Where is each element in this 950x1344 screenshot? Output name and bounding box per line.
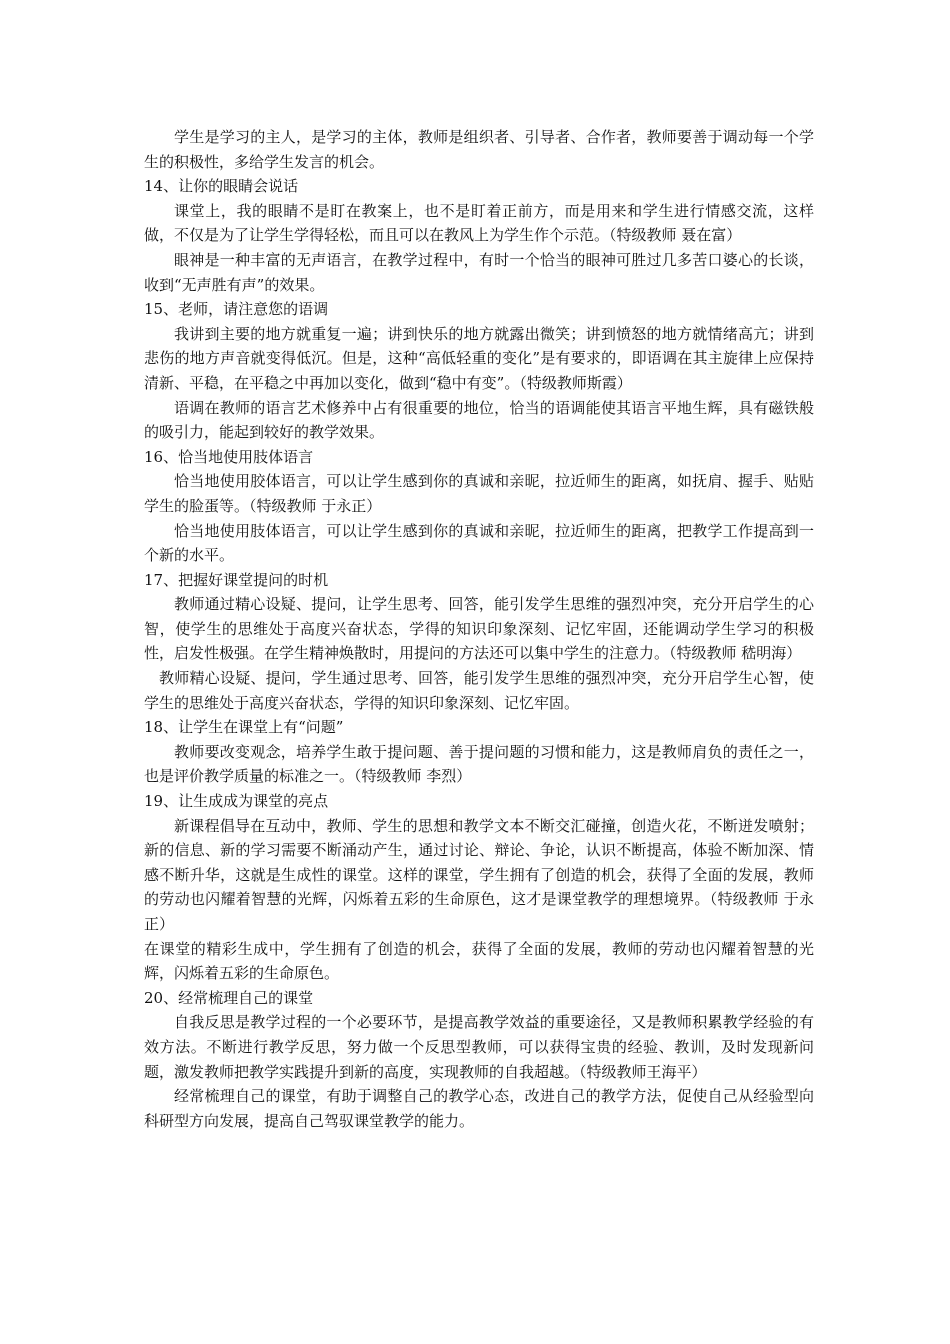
section-heading: 16、恰当地使用肢体语言	[144, 447, 314, 466]
section-heading: 15、老师，请注意您的语调	[144, 300, 329, 319]
paragraph: 自我反思是教学过程的一个必要环节，是提高教学效益的重要途径，又是教师积累教学经验的有效方法。不断进行教学反思，努力做一个反思型教师，可以获得宝贵的经验、教训，及时发现新问题，激发教师把教学实践提升到新的高度，实现教师的自我超越。（特级教师王海平）	[144, 1013, 814, 1081]
paragraph: 新课程倡导在互动中，教师、学生的思想和教学文本不断交汇碰撞，创造火花，不断迸发喷射；新的信息、新的学习需要不断涌动产生，通过讨论、辩论、争论，认识不断提高，体验不断加深、情感不断升华，这就是生成性的课堂。这样的课堂，学生拥有了创造的机会，获得了全面的发展，教师的劳动也闪耀着智慧的光辉，闪烁着五彩的生命原色，这才是课堂教学的理想境界。（特级教师 于永正）	[144, 816, 814, 933]
document-page	[144, 125, 814, 1133]
paragraph: 语调在教师的语言艺术修养中占有很重要的地位，恰当的语调能使其语言平地生辉，具有磁铁般的吸引力，能起到较好的教学效果。	[144, 398, 814, 442]
paragraph: 在课堂的精彩生成中，学生拥有了创造的机会，获得了全面的发展，教师的劳动也闪耀着智慧的光辉，闪烁着五彩的生命原色。	[144, 939, 814, 983]
section-heading: 14、让你的眼睛会说话	[144, 177, 299, 196]
paragraph: 教师通过精心设疑、提问，让学生思考、回答，能引发学生思维的强烈冲突，充分开启学生的心智，使学生的思维处于高度兴奋状态，学得的知识印象深刻、记忆牢固，还能调动学生学习的积极性，启发性极强。在学生精神焕散时，用提问的方法还可以集中学生的注意力。（特级教师 嵇明海）	[144, 595, 814, 663]
paragraph: 恰当地使用胶体语言，可以让学生感到你的真诚和亲昵，拉近师生的距离，如抚肩、握手、贴贴学生的脸蛋等。（特级教师 于永正）	[144, 472, 814, 515]
section-heading: 20、经常梳理自己的课堂	[144, 988, 314, 1007]
section-heading: 18、让学生在课堂上有“问题”	[144, 718, 344, 737]
paragraph: 教师要改变观念，培养学生敢于提问题、善于提问题的习惯和能力，这是教师肩负的责任之一，也是评价教学质量的标准之一。（特级教师 李烈）	[144, 742, 814, 786]
paragraph: 恰当地使用肢体语言，可以让学生感到你的真诚和亲昵，拉近师生的距离，把教学工作提高到一个新的水平。	[144, 521, 814, 565]
paragraph: 课堂上，我的眼睛不是盯在教案上，也不是盯着正前方，而是用来和学生进行情感交流，这样做，不仅是为了让学生学得轻松，而且可以在教风上为学生作个示范。（特级教师 聂在富）	[144, 201, 814, 245]
section-heading: 19、让生成成为课堂的亮点	[144, 792, 329, 811]
paragraph: 眼神是一种丰富的无声语言，在教学过程中，有时一个恰当的眼神可胜过几多苦口婆心的长谈，收到“无声胜有声”的效果。	[144, 250, 814, 294]
section-heading: 17、把握好课堂提问的时机	[144, 570, 329, 589]
paragraph: 教师精心设疑、提问，学生通过思考、回答，能引发学生思维的强烈冲突，充分开启学生心智，使学生的思维处于高度兴奋状态，学得的知识印象深刻、记忆牢固。	[144, 669, 814, 712]
paragraph: 学生是学习的主人，是学习的主体，教师是组织者、引导者、合作者，教师要善于调动每一个学生的积极性，多给学生发言的机会。	[144, 128, 814, 171]
paragraph: 我讲到主要的地方就重复一遍；讲到快乐的地方就露出微笑；讲到愤怒的地方就情绪高亢；讲到悲伤的地方声音就变得低沉。但是，这种“高低轻重的变化”是有要求的，即语调在其主旋律上应保持清新、平稳，在平稳之中再加以变化，做到“稳中有变”。（特级教师斯霞）	[144, 324, 814, 392]
paragraph: 经常梳理自己的课堂，有助于调整自己的教学心态，改进自己的教学方法，促使自己从经验型向科研型方向发展，提高自己驾驭课堂教学的能力。	[144, 1087, 814, 1130]
